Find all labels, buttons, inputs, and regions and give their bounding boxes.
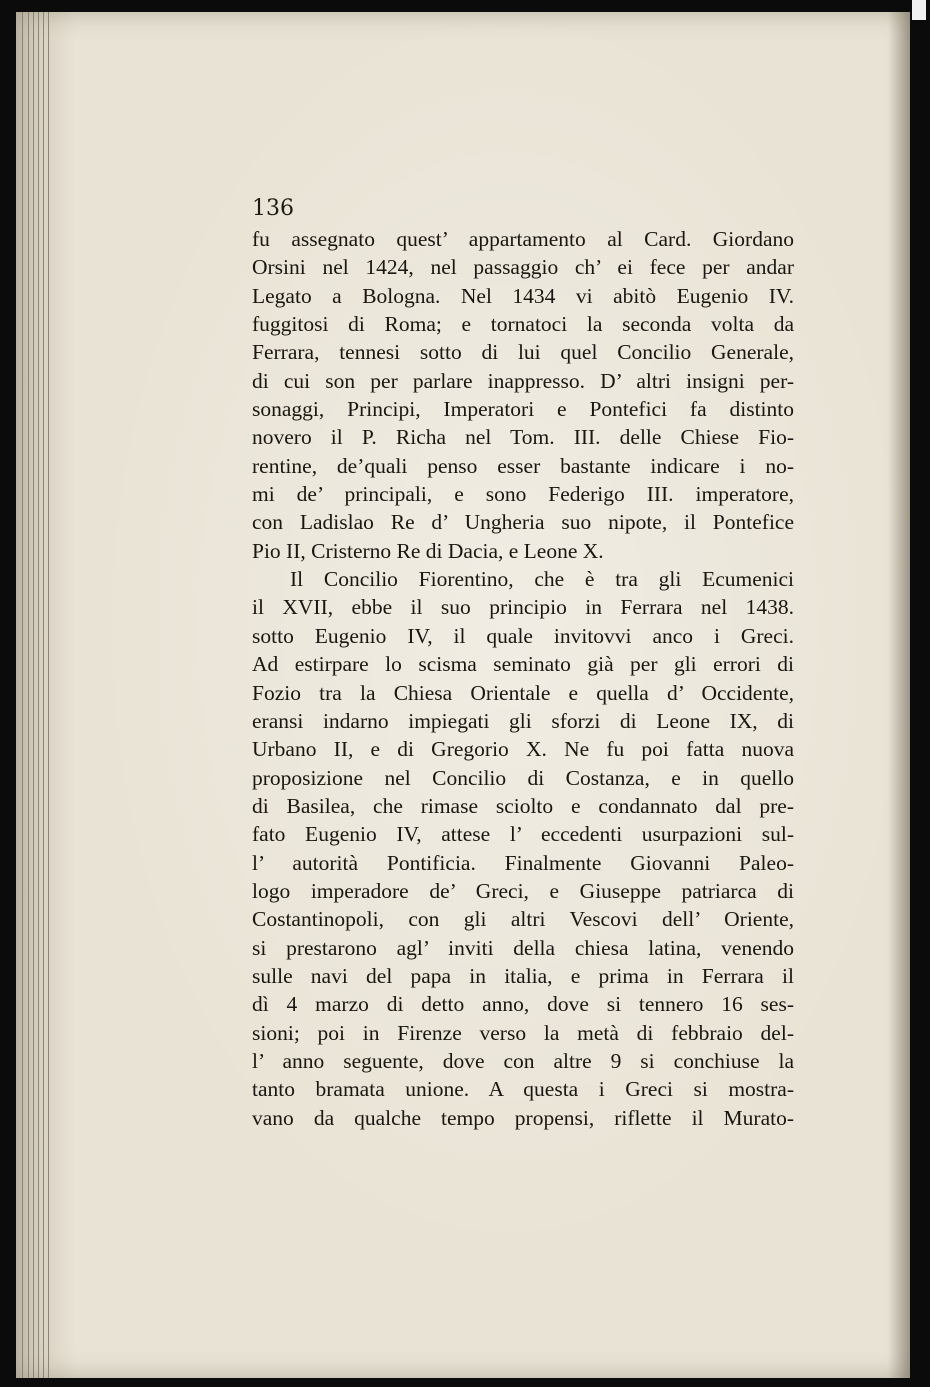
text-line: Orsini nel 1424, nel passaggio ch’ ei fece per andar (252, 255, 794, 280)
text-line: dì 4 marzo di detto anno, dove si tennero 16 ses- (252, 992, 794, 1017)
page-fold-shadow (888, 12, 910, 1378)
text-line: Ad estirpare lo scisma seminato già per gli errori di (252, 652, 794, 677)
text-line: logo imperadore de’ Greci, e Giuseppe patriarca di (252, 878, 794, 903)
text-line: Fozio tra la Chiesa Orientale e quella d’ Occidente, (252, 680, 794, 705)
text-line: fato Eugenio IV, attese l’ eccedenti usurpazioni sul- (252, 822, 794, 847)
text-line: fu assegnato quest’ appartamento al Card. Giordano (252, 227, 794, 251)
body-text (252, 225, 794, 1132)
text-line: proposizione nel Concilio di Costanza, e in quello (252, 765, 794, 790)
text-line: sulle navi del papa in italia, e prima in Ferrara il (252, 963, 794, 988)
text-line: Urbano II, e di Gregorio X. Ne fu poi fatta nuova (252, 737, 794, 762)
text-line: l’ anno seguente, dove con altre 9 si conchiuse la (252, 1048, 794, 1073)
text-line: mi de’ principali, e sono Federigo III. imperatore, (252, 482, 794, 507)
text-line: di Basilea, che rimase sciolto e condannato dal pre- (252, 793, 794, 818)
text-line: Il Concilio Fiorentino, che è tra gli Ecumenici (290, 567, 794, 592)
text-line: rentine, de’quali penso esser bastante indicare i no- (252, 453, 794, 478)
text-line: l’ autorità Pontificia. Finalmente Giovanni Paleo- (252, 850, 794, 875)
text-line: il XVII, ebbe il suo principio in Ferrara nel 1438. (252, 595, 794, 620)
text-line: Ferrara, tennesi sotto di lui quel Concilio Generale, (252, 340, 794, 365)
text-line: sioni; poi in Firenze verso la metà di febbraio del- (252, 1020, 794, 1045)
text-line: fuggitosi di Roma; e tornatoci la seconda volta da (252, 312, 794, 337)
text-line: eransi indarno impiegati gli sforzi di Leone IX, di (252, 708, 794, 733)
text-line: sonaggi, Principi, Imperatori e Pontefici fa distinto (252, 397, 794, 422)
text-line: Costantinopoli, con gli altri Vescovi dell’ Oriente, (252, 907, 794, 932)
text-line: novero il P. Richa nel Tom. III. delle Chiese Fio- (252, 425, 794, 450)
scan-corner-mark (912, 0, 926, 20)
text-line: si prestarono agl’ inviti della chiesa latina, venendo (252, 935, 794, 960)
text-line: sotto Eugenio IV, il quale invitovvi anco i Greci. (252, 623, 794, 648)
text-line: con Ladislao Re d’ Ungheria suo nipote, il Pontefice (252, 510, 794, 535)
page-number: 136 (252, 196, 294, 221)
text-line: di cui son per parlare inappresso. D’ altri insigni per- (252, 368, 794, 393)
text-line: Pio II, Cristerno Re di Dacia, e Leone X. (252, 538, 604, 563)
text-line: Legato a Bologna. Nel 1434 vi abitò Eugenio IV. (252, 283, 794, 308)
text-line: tanto bramata unione. A questa i Greci si mostra- (252, 1077, 794, 1102)
text-line: vano da qualche tempo propensi, riflette il Murato- (252, 1105, 794, 1130)
